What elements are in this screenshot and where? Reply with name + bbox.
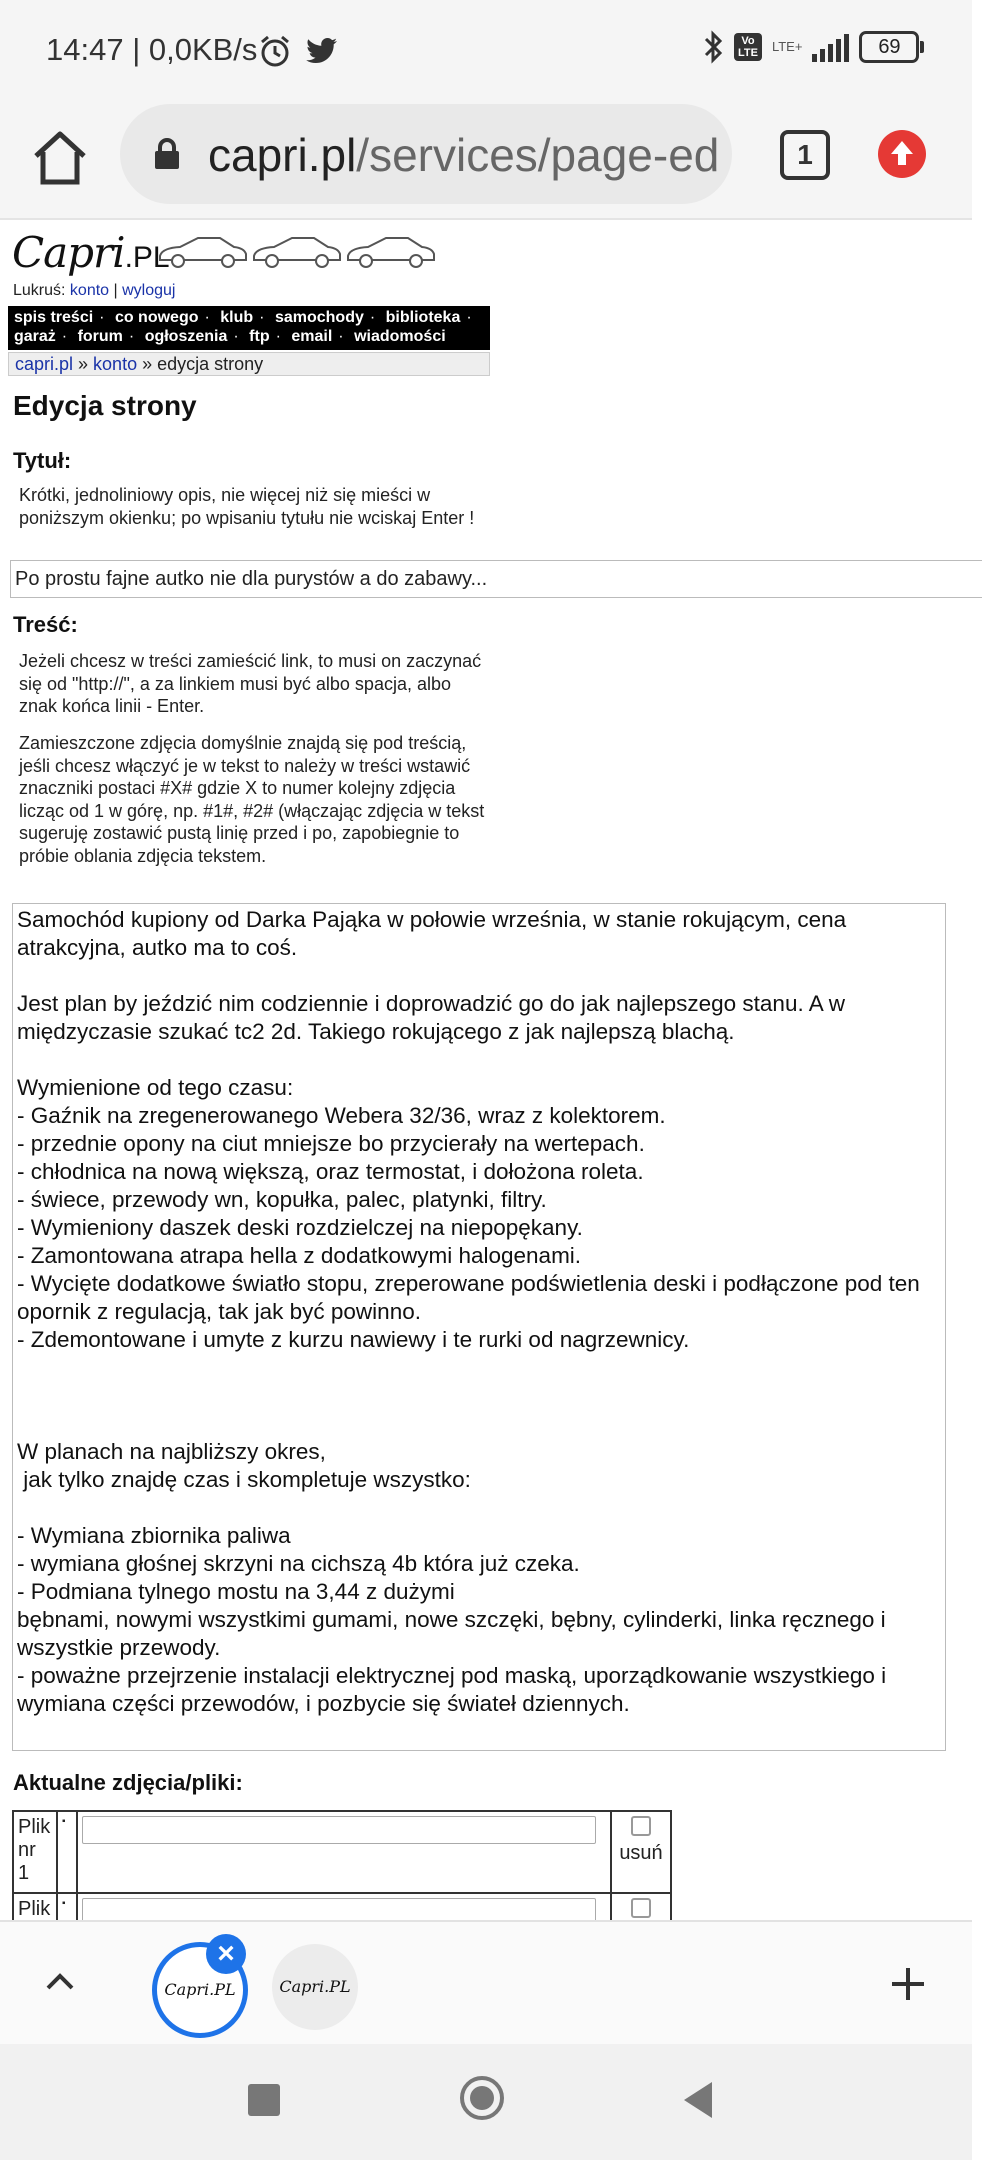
twitter-icon — [306, 38, 338, 64]
nav-item-forum[interactable]: forum — [77, 328, 123, 345]
user-links-separator: | — [109, 282, 123, 299]
file-label: Plik nr 1 — [13, 1811, 57, 1893]
status-time: 14:47 | 0,0KB/s — [46, 32, 258, 67]
breadcrumb — [8, 352, 490, 376]
user-label: Lukruś: — [13, 282, 66, 299]
title-label: Tytuł: — [13, 448, 72, 473]
browser-toolbar — [0, 100, 972, 220]
content-textarea[interactable]: Samochód kupiony od Darka Pająka w połowie września, w stanie rokującym, cena atrakcyjna, autko ma to coś. Jest plan by jeździć nim codziennie i doprowadzić go do jak najlepszego stanu. A w międzyczasie szukać tc2 2d. Takiego rokującego z jak najlepszą blachą. Wymienione od tego czasu: - Gaźnik na zregenerowanego Webera 32/36, wraz z kolektorem. - przednie opony na ciut mniejsze bo przycierały na wertepach. - chłodnica na nową większą, oraz termostat, i dołożona roleta. - świece, przewody wn, kopułka, palec, platynki, filtry. - Wymieniony daszek deski rozdzielczej na niepopękany. - Zamontowana atrapa hella z dodatkowymi halogenami. - Wycięte dodatkowe światło stopu, zreperowane podświetlenia deski i podłączone pod ten opornik z regulacją, tak jak być powinno. - Zdemontowane i umyte z kurzu nawiewy i te rurki od nagrzewnicy. W planach na najbliższy okres, jak tylko znajdę czas i skompletuje wszystko: - Wymiana zbiornika paliwa - wymiana głośnej skrzyni na cichszą 4b która już czeka. - Podmiana tylnego mostu na 3,44 z dużymi bębnami, nowymi wszystkimi gumami, nowe szczęki, bębny, cylinderki, linka ręcznego i wszystkie przewody. - poważne przejrzenie instalacji elektrycznej pod maską, uporządkowanie wszystkiego i wymiana części przewodów, i pozbycie się świateł dziennych. — [12, 903, 946, 1751]
lock-icon — [154, 138, 180, 170]
nav-item-ogloszenia[interactable]: ogłoszenia — [144, 328, 228, 345]
delete-cell — [611, 1811, 671, 1893]
update-arrow-icon — [878, 130, 926, 178]
breadcrumb-account[interactable]: konto — [93, 354, 138, 374]
web-page — [0, 220, 972, 1920]
file-label: Plik — [13, 1893, 57, 1953]
signal-icon — [812, 32, 849, 62]
delete-label: usuń — [619, 1842, 663, 1864]
logout-link[interactable]: wyloguj — [122, 282, 176, 299]
lte-label: LTE+ — [771, 39, 803, 54]
url-field[interactable] — [120, 104, 732, 204]
recents-icon[interactable] — [248, 2084, 280, 2116]
nav-item-samochody[interactable]: samochody — [274, 309, 364, 326]
title-input[interactable]: Po prostu fajne autko nie dla purystów a do zabawy... — [10, 560, 982, 598]
account-link[interactable]: konto — [69, 282, 110, 299]
nav-item-ftp[interactable]: ftp — [249, 328, 270, 345]
cars-banner — [158, 230, 438, 272]
back-icon[interactable] — [684, 2082, 712, 2118]
file-thumb-icon[interactable]: ▪ — [57, 1893, 77, 1953]
plus-icon[interactable] — [886, 1962, 930, 2006]
site-navigation: spis treści · co nowego · klub · samochody · biblioteka · garaż · forum · ogłoszenia · ftp · email · wiadomości — [8, 306, 490, 350]
system-nav-bar — [0, 2044, 972, 2160]
file-thumb-icon[interactable]: ▪ — [57, 1811, 77, 1893]
delete-checkbox[interactable] — [631, 1816, 651, 1836]
tab-strip — [0, 1920, 972, 2046]
nav-item-klub[interactable]: klub — [220, 309, 254, 326]
tab-thumb-logo: Capri.PL — [279, 1977, 351, 1996]
breadcrumb-separator: » — [73, 354, 94, 374]
user-line — [13, 282, 175, 300]
content-hint-images: Zamieszczone zdjęcia domyślnie znajdą się pod treścią, jeśli chcesz włączyć je w tekst to należy w treści wstawić znaczniki postaci #X# gdzie X to numer kolejny zdjęcia licząc od 1 w górę, np. #1#, #2# (włączając zdjęcia w tekst sugeruję zostawić pustą linię przed i po, zapobiegnie to próbie oblania zdjęcia tekstem. — [19, 733, 485, 866]
url-text: capri.pl/services/page-ed — [208, 129, 720, 181]
file-cell — [77, 1811, 611, 1893]
content-hint-links: Jeżeli chcesz w treści zamieścić link, to musi on zaczynać się od "http://", a za linkiem musi być albo spacja, albo znak końca linii - Enter. — [19, 651, 482, 716]
update-button[interactable] — [878, 130, 926, 178]
breadcrumb-current: edycja strony — [157, 354, 264, 374]
battery-icon: 69 — [859, 31, 919, 63]
volte-badge: Vo LTE — [734, 33, 762, 61]
bluetooth-icon — [702, 30, 724, 64]
nav-item-co-nowego[interactable]: co nowego — [114, 309, 199, 326]
delete-checkbox[interactable] — [631, 1898, 651, 1918]
tab-switcher-button[interactable]: 1 — [780, 130, 830, 180]
tab-thumbnail[interactable] — [272, 1944, 358, 2030]
nav-item-spis[interactable]: spis treści — [14, 309, 94, 326]
site-logo[interactable]: Capri.PL — [12, 228, 170, 277]
nav-item-email[interactable]: email — [291, 328, 333, 345]
table-row — [13, 1811, 671, 1893]
file-input[interactable] — [82, 1816, 596, 1844]
breadcrumb-separator: » — [137, 354, 158, 374]
tab-thumb-logo: Capri.PL — [164, 1980, 236, 1999]
alarm-icon — [258, 34, 292, 68]
nav-item-biblioteka[interactable]: biblioteka — [385, 309, 461, 326]
breadcrumb-home[interactable]: capri.pl — [15, 354, 74, 374]
status-bar — [0, 0, 972, 100]
nav-item-wiadomosci[interactable]: wiadomości — [354, 328, 446, 345]
nav-item-garaz[interactable]: garaż — [14, 328, 56, 345]
content-label: Treść: — [13, 612, 78, 637]
close-icon[interactable]: × — [206, 1934, 246, 1974]
chevron-up-icon[interactable] — [40, 1962, 80, 2002]
home-icon[interactable] — [28, 126, 92, 190]
files-label: Aktualne zdjęcia/pliki: — [13, 1770, 243, 1795]
home-circle-icon[interactable] — [460, 2076, 504, 2120]
page-title: Edycja strony — [13, 390, 197, 421]
title-hint: Krótki, jednoliniowy opis, nie więcej niż się mieści w poniższym okienku; po wpisaniu tytułu nie wciskaj Enter ! — [19, 485, 475, 528]
